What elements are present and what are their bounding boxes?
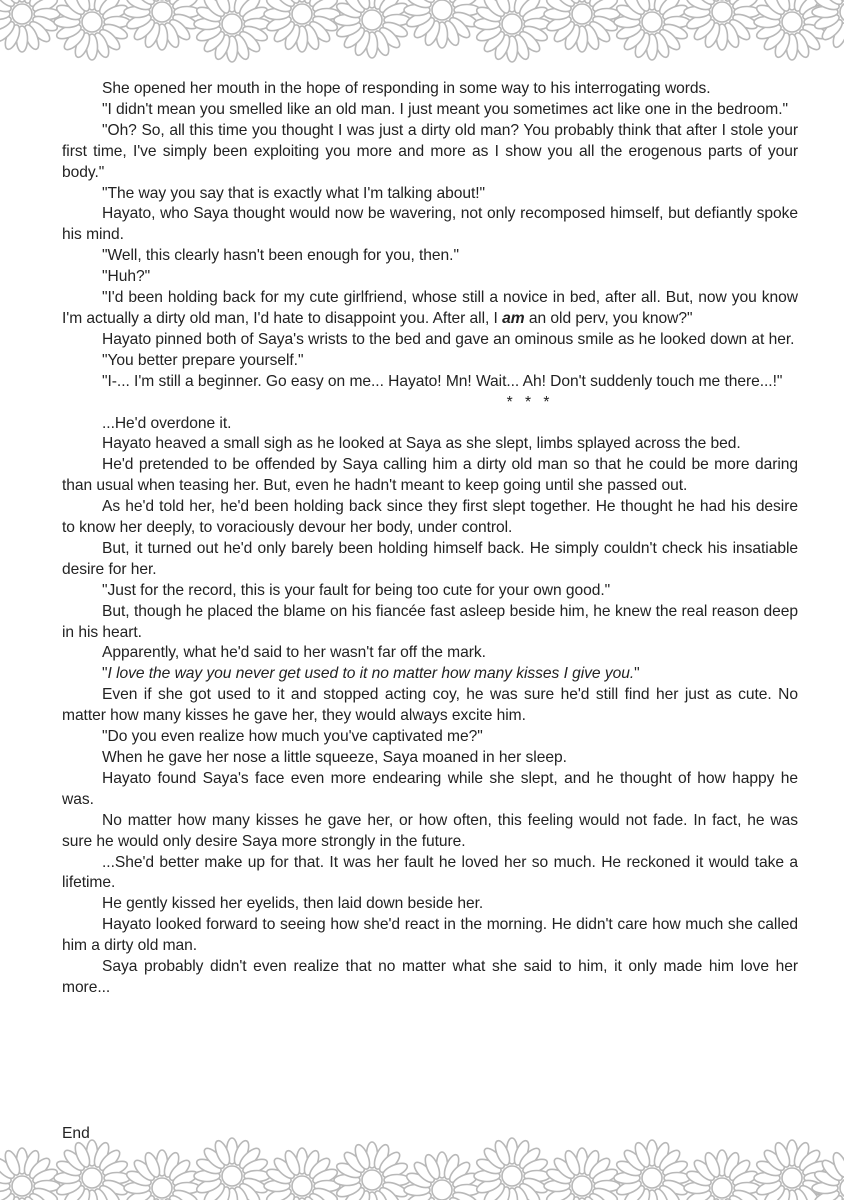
paragraph: "Just for the record, this is your fault for being too cute for your own good."	[102, 581, 611, 599]
paragraph: "Oh? So, all this time you thought I was just a dirty old man? You probably think that after I stole your first time, I've simply been exploiting you more and more as I show you all the erogenous parts of your body."	[62, 121, 798, 181]
paragraph: Apparently, what he'd said to her wasn't far off the mark.	[102, 644, 486, 662]
paragraph: Hayato heaved a small sigh as he looked at Saya as she slept, limbs splayed across the bed.	[102, 435, 741, 453]
paragraph: He gently kissed her eyelids, then laid down beside her.	[102, 895, 484, 913]
paragraph: Even if she got used to it and stopped acting coy, he was sure he'd still find her just as cute. No matter how many kisses he gave her, they would always excite him.	[62, 686, 798, 725]
paragraph: No matter how many kisses he gave her, or how often, this feeling would not fade. In fact, he was sure he would only desire Saya more strongly in the future.	[62, 811, 798, 850]
bottom-floral-border	[0, 1136, 844, 1200]
paragraph: ...She'd better make up for that. It was her fault he loved her so much. He reckoned it would take a lifetime.	[62, 853, 798, 892]
paragraph: She opened her mouth in the hope of responding in some way to his interrogating words.	[102, 80, 711, 97]
paragraph: But, though he placed the blame on his fiancée fast asleep beside him, he knew the real reason deep in his heart.	[62, 602, 798, 641]
paragraph-italic-quote	[62, 664, 798, 685]
text-run: an old perv, you know?"	[524, 309, 693, 327]
paragraph: "The way you say that is exactly what I'm talking about!"	[102, 184, 486, 202]
paragraph: "Do you even realize how much you've captivated me?"	[102, 728, 483, 746]
paragraph: When he gave her nose a little squeeze, Saya moaned in her sleep.	[102, 749, 567, 766]
paragraph: "I didn't mean you smelled like an old man. I just meant you sometimes act like one in the bedroom."	[102, 100, 788, 118]
paragraph: He'd pretended to be offended by Saya calling him a dirty old man so that he could be more daring than usual when teasing her. But, even he hadn't meant to keep going until she passed out.	[62, 456, 798, 495]
scene-separator: * * *	[506, 393, 554, 411]
paragraph: "I-... I'm still a beginner. Go easy on me... Hayato! Mn! Wait... Ah! Don't suddenly touch me there...!"	[102, 372, 783, 390]
paragraph: "You better prepare yourself."	[102, 351, 304, 369]
paragraph: Hayato pinned both of Saya's wrists to the bed and gave an ominous smile as he looked down at her.	[102, 330, 795, 348]
paragraph: Hayato looked forward to seeing how she'd react in the morning. He didn't care how much she called him a dirty old man.	[62, 916, 798, 955]
paragraph: Hayato found Saya's face even more endearing while she slept, and he thought of how happy he was.	[62, 769, 798, 808]
story-text	[62, 79, 798, 999]
emphasis-word: am	[502, 309, 525, 327]
paragraph: "Huh?"	[102, 268, 151, 286]
paragraph-old-perv	[62, 288, 798, 330]
text-run: "	[634, 665, 640, 683]
top-floral-border	[0, 0, 844, 64]
paragraph: Saya probably didn't even realize that no matter what she said to him, it only made him love her more...	[62, 958, 798, 996]
text-run: "I'd been holding back for my cute girlfriend, whose still a novice in bed, after all. But, now you know I'm actually a dirty old man, I'd hate to disappoint you. After all, I	[62, 289, 798, 327]
paragraph: But, it turned out he'd only barely been holding himself back. He simply couldn't check his insatiable desire for her.	[62, 539, 798, 578]
end-label: End	[62, 1125, 90, 1142]
paragraph: Hayato, who Saya thought would now be wavering, not only recomposed himself, but defiantly spoke his mind.	[62, 205, 798, 244]
paragraph: "Well, this clearly hasn't been enough for you, then."	[102, 247, 459, 265]
text-run: "	[102, 665, 108, 683]
paragraph: ...He'd overdone it.	[102, 414, 232, 432]
daisy-flower-icon	[0, 1138, 844, 1200]
paragraph: As he'd told her, he'd been holding back since they first slept together. He thought he had his desire to know her deeply, to voraciously devour her body, under control.	[62, 498, 798, 537]
italic-quote: I love the way you never get used to it no matter how many kisses I give you.	[107, 665, 635, 683]
daisy-flower-icon	[0, 0, 844, 62]
